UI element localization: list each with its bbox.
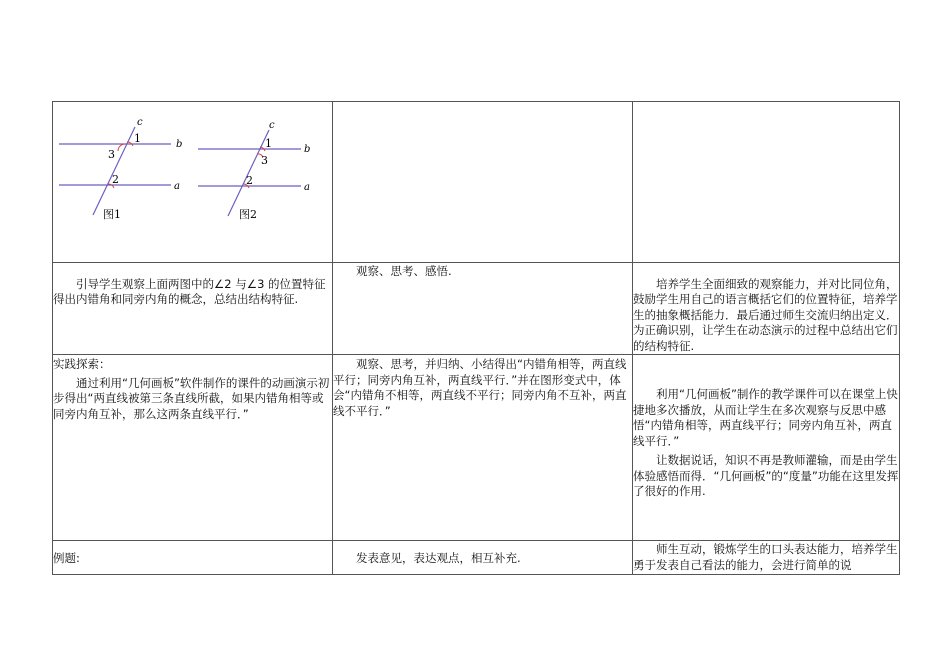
practice-teacher-cell bbox=[53, 355, 333, 541]
fig2-angle-3: 3 bbox=[261, 154, 268, 167]
parallel-lines-figures bbox=[53, 102, 331, 257]
fig2-angle-1: 1 bbox=[265, 137, 272, 150]
concept-student-text: 观察、思考、感悟. bbox=[356, 263, 452, 278]
fig2-label-c: c bbox=[269, 120, 275, 131]
concept-student-cell bbox=[333, 262, 633, 355]
figure-row bbox=[53, 102, 900, 263]
practice-purpose-cell bbox=[633, 355, 900, 541]
fig2-label-b: b bbox=[304, 144, 311, 155]
concept-purpose-text: 培养学生全面细致的观察能力，并对比同位角，鼓励学生用自己的语言概括它们的位置特征，培养学生的抽象概括能力．最后通过师生交流归纳出定义．为正确识别，让学生在动态演示的过程中总结出它们的结构特征. bbox=[633, 276, 898, 353]
practice-teacher-text: 通过利用“几何画板”软件制作的课件的动画演示初步得出“两直线被第三条直线所截，如果内错角相等或同旁内角互补，那么这两条直线平行．” bbox=[53, 375, 330, 421]
figure-2 bbox=[198, 120, 310, 221]
example-heading: 例题: bbox=[53, 551, 80, 565]
practice-student-text: 观察、思考，并归纳、小结得出“内错角相等，两直线平行；同旁内角互补，两直线平行．”并在图形变式中，体会“内错角不相等，两直线不平行；同旁内角不互补，两直线不平行．” bbox=[333, 357, 627, 418]
example-heading-cell bbox=[53, 541, 333, 575]
practice-student-cell bbox=[333, 355, 633, 541]
fig2-caption: 图2 bbox=[239, 208, 257, 221]
figure-row-col3 bbox=[633, 102, 900, 263]
practice-heading: 实践探索： bbox=[53, 357, 111, 371]
figure-1 bbox=[59, 117, 182, 221]
fig2-angle-2: 2 bbox=[246, 174, 253, 187]
fig2-label-a: a bbox=[304, 182, 310, 193]
example-row bbox=[53, 541, 900, 575]
figure-row-col2 bbox=[333, 102, 633, 263]
concept-purpose-cell bbox=[633, 262, 900, 355]
fig1-label-b: b bbox=[176, 139, 183, 150]
concept-teacher-cell bbox=[53, 262, 333, 355]
example-student-cell bbox=[333, 541, 633, 575]
fig1-label-a: a bbox=[174, 181, 180, 192]
concept-teacher-text: 引导学生观察上面两图中的∠2 与∠3 的位置特征得出内错角和同旁内角的概念，总结出结构特征. bbox=[53, 276, 326, 306]
practice-row bbox=[53, 355, 900, 541]
fig1-angle-3: 3 bbox=[108, 148, 115, 161]
fig1-caption: 图1 bbox=[103, 208, 121, 221]
example-purpose-cell bbox=[633, 541, 900, 575]
example-student-text: 发表意见，表达观点，相互补充. bbox=[356, 551, 521, 565]
fig1-angle-2: 2 bbox=[112, 173, 119, 186]
example-purpose-text: 师生互动，锻炼学生的口头表达能力，培养学生勇于发表自己看法的能力，会进行简单的说 bbox=[633, 542, 898, 572]
fig1-label-c: c bbox=[137, 117, 143, 128]
fig1-angle-1: 1 bbox=[134, 132, 141, 145]
figures-cell bbox=[53, 102, 333, 263]
practice-purpose-text-2: 让数据说话，知识不再是教师灌输，而是由学生体验感悟而得．“几何画板”的“度量”功能在这里发挥了很好的作用. bbox=[633, 453, 899, 498]
concept-row bbox=[53, 262, 900, 355]
practice-purpose-text-1: 利用“几何画板”制作的教学课件可以在课堂上快捷地多次播放，从而让学生在多次观察与反思中感悟“内错角相等，两直线平行；同旁内角互补，两直线平行．” bbox=[633, 387, 898, 448]
lesson-plan-table bbox=[52, 101, 900, 575]
